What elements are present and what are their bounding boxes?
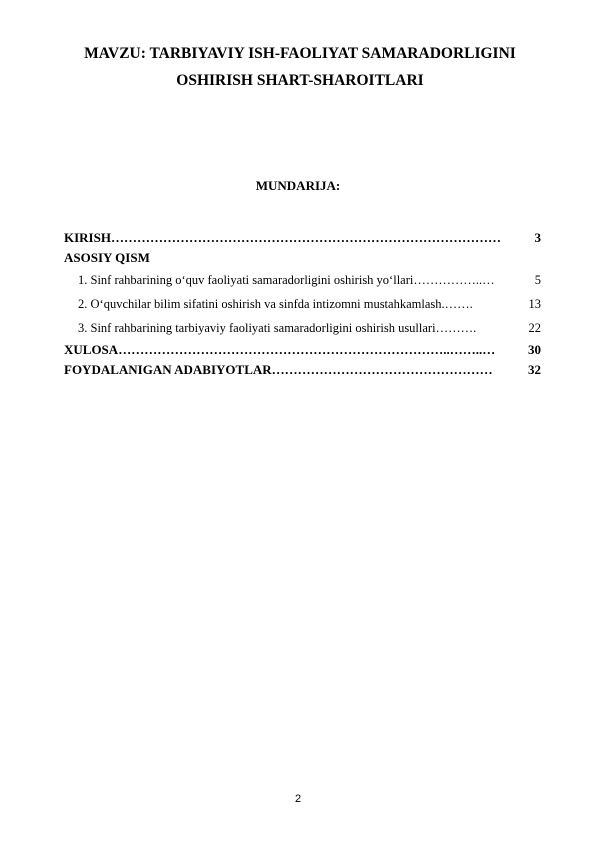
document-title	[60, 40, 540, 94]
toc-subentry-1	[64, 268, 541, 292]
toc-entry-xulosa	[64, 340, 541, 360]
toc-entry-leader: …………………………………………………………………..……..…	[118, 342, 496, 357]
toc-entry-page: 22	[528, 321, 541, 335]
toc-subentry-3	[64, 316, 541, 340]
toc-entry-leader: ……………………………………………	[271, 362, 493, 377]
toc-entry-label: 3. Sinf rahbarining tarbiyaviy faoliyati samaradorligini oshirish usullari	[78, 321, 436, 335]
toc-entry-page: 3	[534, 230, 541, 245]
toc-entry-label: FOYDALANIGAN ADABIYOTLAR	[64, 362, 272, 377]
toc-entry-label: 2. O‘quvchilar bilim sifatini oshirish va sinfda intizomni mustahkamlash.	[78, 297, 445, 311]
toc-entry-label: XULOSA	[64, 342, 119, 357]
toc-entry-page: 30	[528, 342, 541, 357]
toc-entry-asosiy-qism	[64, 248, 541, 268]
toc-entry-adabiyotlar	[64, 360, 541, 380]
toc-heading: MUNDARIJA:	[255, 178, 341, 193]
toc-entry-leader: ……….	[435, 321, 477, 335]
title-line-1: MAVZU: TARBIYAVIY ISH-FAOLIYAT SAMARADORLIGINI	[84, 45, 516, 62]
toc-entry-kirish	[64, 228, 541, 248]
toc-entry-page: 5	[534, 273, 541, 287]
toc-entry-label: 1. Sinf rahbarining o‘quv faoliyati samaradorligini oshirish yo‘llari	[78, 273, 414, 287]
toc-entry-leader: ……………..…	[413, 273, 495, 287]
table-of-contents	[64, 228, 541, 380]
toc-entry-page: 32	[528, 362, 541, 377]
page-number: 2	[294, 793, 302, 805]
title-line-2: OSHIRISH SHART-SHAROITLARI	[176, 72, 424, 89]
toc-entry-leader: ………………………………………………………………………………	[110, 230, 501, 245]
toc-entry-leader: …….	[444, 297, 473, 311]
toc-entry-label: ASOSIY QISM	[64, 250, 150, 265]
toc-subentry-2	[64, 292, 541, 316]
toc-entry-page: 13	[528, 297, 541, 311]
toc-entry-label: KIRISH	[64, 230, 111, 245]
